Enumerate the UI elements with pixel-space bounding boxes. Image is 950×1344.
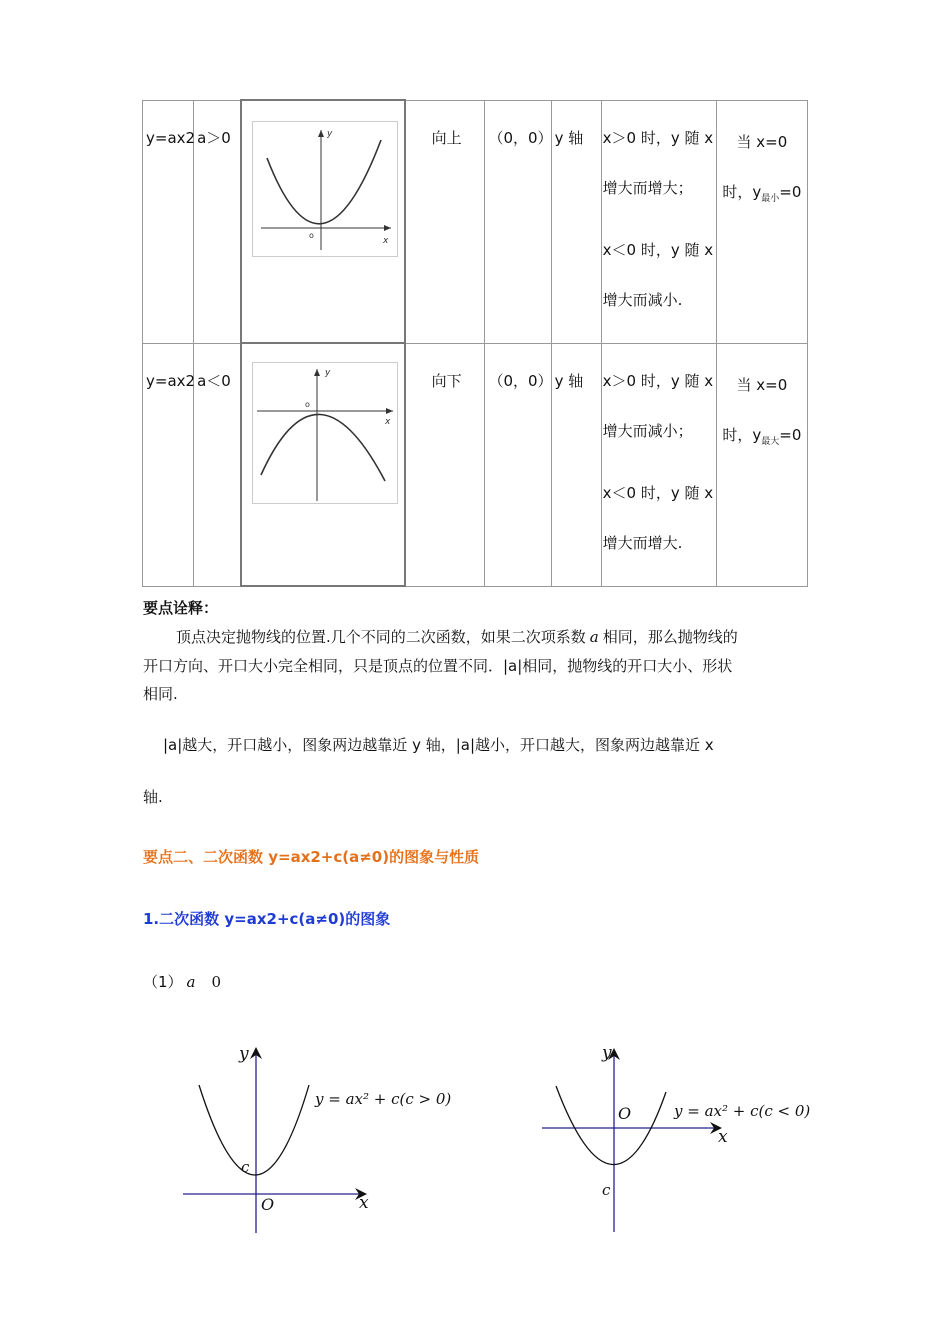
table-row xyxy=(143,100,808,343)
origin-label: O xyxy=(618,1104,632,1123)
extreme-line: 当 x=0 xyxy=(736,375,788,394)
x-axis-label: x xyxy=(718,1127,728,1147)
extreme-line: 时，$y_{最大}=0$ xyxy=(722,425,802,447)
extreme-line: 当 x=0 xyxy=(736,132,788,151)
x-axis-label: x xyxy=(359,1193,369,1213)
y-axis-label: y xyxy=(602,1043,612,1063)
mono-line: x＞0 时，y 随 x xyxy=(602,371,714,390)
monotonicity-cell xyxy=(602,101,716,308)
function-cell: y=ax2 xyxy=(146,128,196,147)
mono-line: x＞0 时，y 随 x xyxy=(602,128,714,147)
graph-c-positive xyxy=(175,1035,475,1240)
origin-label: o xyxy=(308,231,314,240)
extreme-cell xyxy=(717,101,807,204)
monotonicity-cell xyxy=(602,344,716,551)
notes-heading: 要点诠释： xyxy=(143,599,219,617)
parabola-up-svg xyxy=(253,122,397,256)
notes-paragraph-line: |a|越大，开口越小，图象两边越靠近 y 轴，|a|越小，开口越大，图象两边越靠近 x xyxy=(163,736,714,754)
y-axis-label: y xyxy=(326,129,332,139)
parabola-up-graph xyxy=(252,121,398,257)
notes-paragraph-line: 相同. xyxy=(143,685,178,703)
vertex-cell: （0，0） xyxy=(488,371,553,390)
table-row xyxy=(143,343,808,586)
axis-cell: y 轴 xyxy=(554,128,584,147)
direction-cell: 向上 xyxy=(431,128,462,147)
mono-line: 增大而减小； xyxy=(602,421,693,440)
y-axis-label: y xyxy=(324,368,330,378)
graph-c-negative xyxy=(538,1040,828,1240)
extreme-line: 时，$y_{最小}=0$ xyxy=(722,182,802,204)
axis-cell: y 轴 xyxy=(554,371,584,390)
condition-cell: a＞0 xyxy=(197,128,231,147)
c-label: c xyxy=(602,1181,611,1199)
subsection-title: 1.二次函数 y=ax2+c(a≠0)的图象 xyxy=(143,910,391,928)
origin-label: o xyxy=(304,400,310,409)
mono-line: 增大而增大. xyxy=(602,533,683,552)
function-cell: y=ax2 xyxy=(146,371,196,390)
mono-line: 增大而增大； xyxy=(602,178,693,197)
section-title: 要点二、二次函数 y=ax2+c(a≠0)的图象与性质 xyxy=(143,848,480,866)
notes-paragraph-line: 轴. xyxy=(143,788,163,806)
case-label: （1） a 0 xyxy=(143,973,222,991)
vertex-cell: （0，0） xyxy=(488,128,553,147)
parabola-down-svg xyxy=(253,363,397,503)
equation-label: y = ax² + c(c < 0) xyxy=(674,1102,811,1120)
parabola-down-graph xyxy=(252,362,398,504)
notes-paragraph-line: 顶点决定抛物线的位置.几个不同的二次函数，如果二次项系数 a 相同，那么抛物线的 xyxy=(176,628,738,646)
x-axis-label: x xyxy=(382,236,388,246)
y-axis-label: y xyxy=(239,1044,249,1064)
c-label: c xyxy=(241,1158,250,1176)
condition-cell: a＜0 xyxy=(197,371,231,390)
x-axis-label: x xyxy=(384,417,390,427)
notes-paragraph-line: 开口方向、开口大小完全相同，只是顶点的位置不同．|a|相同，抛物线的开口大小、形状 xyxy=(143,657,733,675)
extreme-cell xyxy=(717,344,807,447)
equation-label: y = ax² + c(c > 0) xyxy=(315,1090,452,1108)
mono-line: x＜0 时，y 随 x xyxy=(602,483,714,502)
properties-table xyxy=(142,99,808,587)
direction-cell: 向下 xyxy=(431,371,462,390)
mono-line: x＜0 时，y 随 x xyxy=(602,240,714,259)
origin-label: O xyxy=(261,1195,275,1214)
mono-line: 增大而减小. xyxy=(602,290,683,309)
